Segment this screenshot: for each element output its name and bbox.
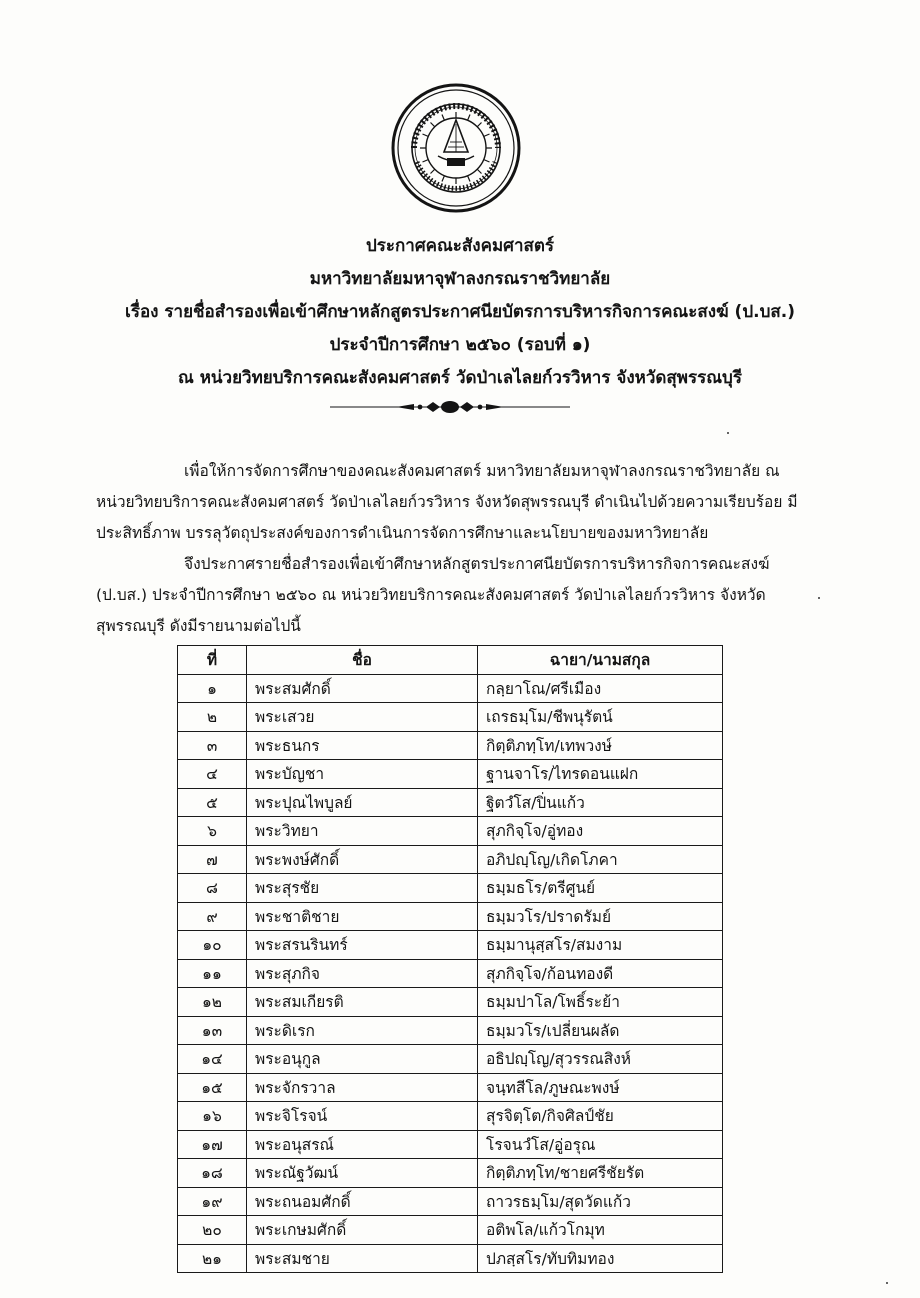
header-surname: ฉายา/นามสกุล — [478, 646, 723, 675]
row-number: ๗ — [178, 845, 247, 874]
row-surname: ปภสฺสโร/ทับทิมทอง — [478, 1244, 723, 1273]
row-surname: สุภกิจฺโจ/ก้อนทองดี — [478, 959, 723, 988]
table-row — [178, 874, 723, 903]
intro-paragraph: เพื่อให้การจัดการศึกษาของคณะสังคมศาสตร์ มหาวิทยาลัยมหาจุฬาลงกรณราชวิทยาลัย ณ หน่วยวิทยบริการคณะสังคมศาสตร์ วัดป่าเลไลยก์วรวิหาร จังหวัดสุพรรณบุรี ดำเนินไปด้วยความเรียบร้อย มีประสิทธิ์ภาพ บรรลุวัตถุประสงค์ของการดำเนินการจัดการศึกษาและนโยบายของมหาวิทยาลัย — [96, 461, 798, 542]
row-number: ๓ — [178, 731, 247, 760]
row-surname: กลฺยาโณ/ศรีเมือง — [478, 674, 723, 703]
row-name: พระอนุสรณ์ — [247, 1130, 478, 1159]
announcement-header — [0, 230, 920, 395]
row-number: ๖ — [178, 817, 247, 846]
table-row — [178, 1216, 723, 1245]
scan-speck — [727, 432, 729, 434]
row-name: พระสุรชัย — [247, 874, 478, 903]
table-row — [178, 788, 723, 817]
row-number: ๒๐ — [178, 1216, 247, 1245]
row-surname: เถรธมฺโม/ชีพนุรัตน์ — [478, 703, 723, 732]
scan-speck — [886, 1282, 888, 1284]
row-name: พระอนุกูล — [247, 1045, 478, 1074]
row-number: ๒๑ — [178, 1244, 247, 1273]
table-row — [178, 931, 723, 960]
row-surname: อติพโล/แก้วโกมุท — [478, 1216, 723, 1245]
header-no: ที่ — [178, 646, 247, 675]
table-row — [178, 1073, 723, 1102]
university-name: มหาวิทยาลัยมหาจุฬาลงกรณราชวิทยาลัย — [309, 269, 611, 289]
table-row — [178, 1159, 723, 1188]
row-name: พระณัฐวัฒน์ — [247, 1159, 478, 1188]
issuer-title: ประกาศคณะสังคมศาสตร์ — [365, 236, 555, 256]
academic-year: ประจำปีการศึกษา ๒๕๖๐ (รอบที่ ๑) — [329, 335, 591, 355]
row-number: ๑๙ — [178, 1187, 247, 1216]
table-row — [178, 988, 723, 1017]
table-row — [178, 959, 723, 988]
row-name: พระจักรวาล — [247, 1073, 478, 1102]
table-row — [178, 1102, 723, 1131]
row-surname: โรจนวํโส/อู่อรุณ — [478, 1130, 723, 1159]
row-name: พระพงษ์ศักดิ์ — [247, 845, 478, 874]
row-surname: สุรจิตฺโต/กิจศิลป์ชัย — [478, 1102, 723, 1131]
row-name: พระเกษมศักดิ์ — [247, 1216, 478, 1245]
row-surname: ธมฺมธโร/ตรีศูนย์ — [478, 874, 723, 903]
table-header-row — [178, 646, 723, 675]
row-name: พระจิโรจน์ — [247, 1102, 478, 1131]
row-number: ๑๑ — [178, 959, 247, 988]
ornamental-divider — [330, 398, 570, 416]
row-surname: อภิปญฺโญ/เกิดโภคา — [478, 845, 723, 874]
row-number: ๑๔ — [178, 1045, 247, 1074]
row-number: ๑๐ — [178, 931, 247, 960]
row-name: พระชาติชาย — [247, 902, 478, 931]
header-name: ชื่อ — [247, 646, 478, 675]
row-number: ๑๒ — [178, 988, 247, 1017]
row-surname: ถาวรธมฺโม/สุดวัดแก้ว — [478, 1187, 723, 1216]
table-row — [178, 674, 723, 703]
row-surname: กิตฺติภทฺโท/เทพวงษ์ — [478, 731, 723, 760]
row-number: ๑๗ — [178, 1130, 247, 1159]
row-surname: ฐิตวํโส/ปิ่นแก้ว — [478, 788, 723, 817]
row-surname: ธมฺมวโร/เปลี่ยนผลัด — [478, 1016, 723, 1045]
row-name: พระสมเกียรติ — [247, 988, 478, 1017]
row-name: พระปุณไพบูลย์ — [247, 788, 478, 817]
row-number: ๑๖ — [178, 1102, 247, 1131]
row-number: ๑ — [178, 674, 247, 703]
row-surname: กิตฺติภทฺโท/ชายศรีชัยรัต — [478, 1159, 723, 1188]
table-row — [178, 817, 723, 846]
row-number: ๑๘ — [178, 1159, 247, 1188]
row-number: ๙ — [178, 902, 247, 931]
table-row — [178, 760, 723, 789]
campus-location: ณ หน่วยวิทยบริการคณะสังคมศาสตร์ วัดป่าเลไลยก์วรวิหาร จังหวัดสุพรรณบุรี — [178, 368, 742, 388]
row-surname: อธิปญฺโญ/สุวรรณสิงห์ — [478, 1045, 723, 1074]
table-row — [178, 845, 723, 874]
table-row — [178, 1016, 723, 1045]
row-number: ๔ — [178, 760, 247, 789]
row-surname: ฐานจาโร/ไทรดอนแฝก — [478, 760, 723, 789]
row-surname: ธมฺมปาโล/โพธิ์ระย้า — [478, 988, 723, 1017]
row-name: พระวิทยา — [247, 817, 478, 846]
row-number: ๑๓ — [178, 1016, 247, 1045]
table-row — [178, 1244, 723, 1273]
announcement-paragraph: จึงประกาศรายชื่อสำรองเพื่อเข้าศึกษาหลักสูตรประกาศนียบัตรการบริหารกิจการคณะสงฆ์ (ป.บส.) ประจำปีการศึกษา ๒๕๖๐ ณ หน่วยวิทยบริการคณะสังคมศาสตร์ วัดป่าเลไลยก์วรวิหาร จังหวัด สุพรรณบุรี ดังมีรายนามต่อไปนี้ — [96, 554, 770, 635]
row-name: พระสุภกิจ — [247, 959, 478, 988]
row-surname: ธมฺมวโร/ปราดรัมย์ — [478, 902, 723, 931]
table-body — [178, 674, 723, 1273]
row-name: พระดิเรก — [247, 1016, 478, 1045]
scan-speck — [818, 597, 820, 599]
row-name: พระสมศักดิ์ — [247, 674, 478, 703]
row-name: พระสรนรินทร์ — [247, 931, 478, 960]
row-number: ๕ — [178, 788, 247, 817]
table-row — [178, 1187, 723, 1216]
table-row — [178, 1130, 723, 1159]
row-name: พระบัญชา — [247, 760, 478, 789]
row-name: พระธนกร — [247, 731, 478, 760]
table-row — [178, 731, 723, 760]
row-number: ๑๕ — [178, 1073, 247, 1102]
table-row — [178, 902, 723, 931]
university-seal — [390, 82, 522, 214]
row-name: พระถนอมศักดิ์ — [247, 1187, 478, 1216]
row-surname: สุภกิจฺโจ/อู่ทอง — [478, 817, 723, 846]
table-row — [178, 1045, 723, 1074]
row-name: พระเสวย — [247, 703, 478, 732]
announcement-subject: เรื่อง รายชื่อสำรองเพื่อเข้าศึกษาหลักสูตรประกาศนียบัตรการบริหารกิจการคณะสงฆ์ (ป.บส.) — [125, 302, 795, 322]
row-surname: จนฺทสีโล/ภูษณะพงษ์ — [478, 1073, 723, 1102]
table-row — [178, 703, 723, 732]
row-number: ๒ — [178, 703, 247, 732]
reserve-list-table — [177, 645, 723, 1273]
row-number: ๘ — [178, 874, 247, 903]
row-surname: ธมฺมานุสฺสโร/สมงาม — [478, 931, 723, 960]
row-name: พระสมชาย — [247, 1244, 478, 1273]
